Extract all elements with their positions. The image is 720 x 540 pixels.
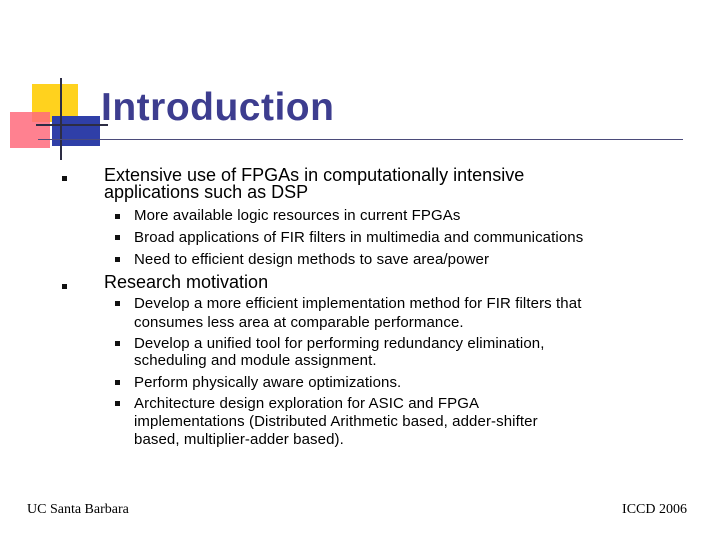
bullet-1-line-2: applications such as DSP (104, 182, 309, 202)
sub-bullet-marker (115, 401, 120, 406)
bullet-2-sub-1-line-2: consumes less area at comparable performance. (134, 314, 464, 331)
bullet-2-sub-2-line-1: Develop a unified tool for performing redundancy elimination, (134, 335, 545, 352)
bullet-2-sub-4-line-2: implementations (Distributed Arithmetic based, adder-shifter (134, 413, 538, 430)
sub-bullet-marker (115, 214, 120, 219)
bullet-marker (62, 284, 67, 289)
bullet-2-sub-3: Perform physically aware optimizations. (134, 374, 402, 391)
footer-left: UC Santa Barbara (27, 502, 129, 517)
sub-bullet-marker (115, 380, 120, 385)
bullet-1-sub-2: Broad applications of FIR filters in multimedia and communications (134, 229, 584, 246)
bullet-1-line-1: Extensive use of FPGAs in computationally intensive (104, 165, 525, 185)
bullet-1-sub-3: Need to efficient design methods to save area/power (134, 251, 490, 268)
bullet-2-sub-4-line-3: based, multiplier-adder based). (134, 431, 344, 448)
sub-bullet-marker (115, 301, 120, 306)
bullet-2-sub-1-line-1: Develop a more efficient implementation method for FIR filters that (134, 295, 582, 312)
slide-title: Introduction (101, 86, 335, 129)
sub-bullet-marker (115, 341, 120, 346)
decorative-logo-graphic (0, 0, 130, 170)
sub-bullet-marker (115, 235, 120, 240)
sub-bullet-marker (115, 257, 120, 262)
footer-right: ICCD 2006 (622, 502, 687, 517)
bullet-2-sub-2-line-2: scheduling and module assignment. (134, 352, 377, 369)
bullet-marker (62, 176, 67, 181)
title-divider (38, 139, 683, 140)
bullet-2-sub-4-line-1: Architecture design exploration for ASIC and FPGA (134, 395, 480, 412)
bullet-1-sub-1: More available logic resources in current FPGAs (134, 207, 461, 224)
bullet-2-line-1: Research motivation (104, 272, 269, 292)
